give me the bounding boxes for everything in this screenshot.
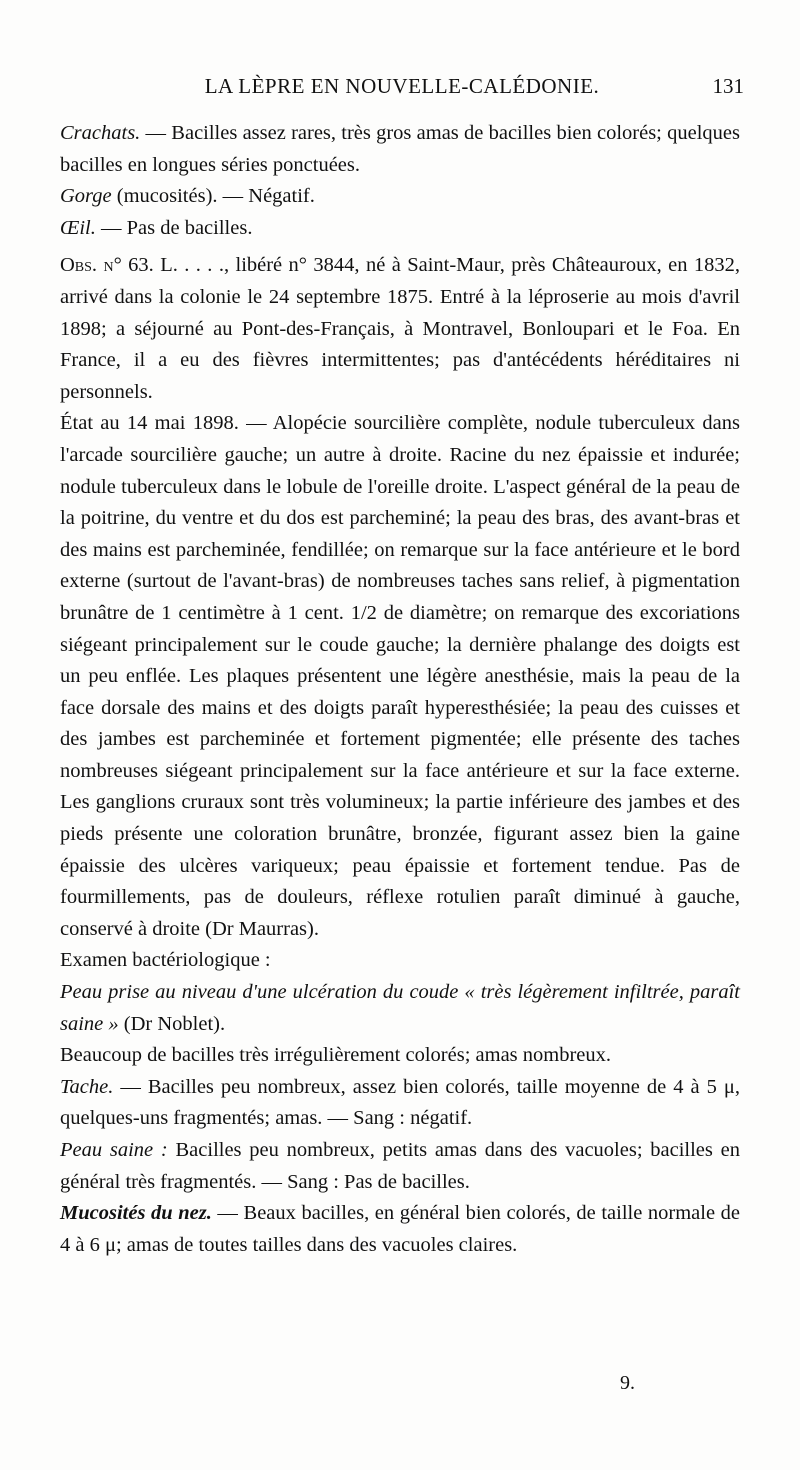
paragraph-mucosites	[60, 1198, 740, 1261]
paragraph-text: Bacilles peu nombreux, assez bien colorés, taille moyenne de 4 à 5 μ, quelques-uns fragmentés; amas. — Sang : négatif.	[60, 1075, 740, 1130]
paragraph-text: L. . . . ., libéré n° 3844, né à Saint-Maur, près Châteauroux, en 1832, arrivé dans la colonie le 24 septembre 1875. Entré à la léproserie au mois d'avril 1898; a séjourné au Pont-des-Français, à Montravel, Bonloupari et le Foa. En France, il a eu des fièvres intermittentes; pas d'antécédents héréditaires ni personnels.	[60, 254, 740, 403]
paragraph-text: Pas de bacilles.	[126, 216, 253, 239]
paragraph-oeil	[60, 213, 740, 245]
paragraph-text: Examen bactériologique :	[60, 949, 271, 972]
paragraph-peau-ulceration	[60, 977, 740, 1040]
paragraph-text: (mucosités). — Négatif.	[116, 185, 315, 208]
paragraph-text: Bacilles assez rares, très gros amas de bacilles bien colorés; quelques bacilles en longues séries ponctuées.	[60, 122, 740, 176]
paragraph-tache	[60, 1072, 740, 1135]
paragraph-beaucoup	[60, 1040, 740, 1072]
paragraph-etat	[60, 408, 740, 945]
paragraph-label: Gorge	[60, 185, 112, 208]
paragraph-separator: —	[113, 1075, 148, 1098]
running-title: LA LÈPRE EN NOUVELLE-CALÉDONIE.	[204, 74, 600, 98]
paragraph-label: Crachats.	[60, 122, 141, 144]
page-number: 131	[712, 74, 744, 98]
paragraph-separator: —	[140, 122, 172, 144]
paragraph-label: Peau saine :	[60, 1139, 168, 1161]
paragraph-separator: —	[211, 1202, 244, 1225]
paragraph-text: Beaucoup de bacilles très irrégulièrement colorés; amas nombreux.	[60, 1044, 612, 1067]
page-header	[60, 74, 744, 106]
paragraph-gorge	[60, 181, 740, 213]
paragraph-separator	[168, 1139, 176, 1161]
paragraph-label: Peau prise au niveau d'une ulcération du coude « très légèrement infiltrée, paraît saine »	[60, 981, 740, 1035]
paragraph-peau-saine	[60, 1135, 740, 1198]
observation-label: Obs. n° 63.	[60, 254, 154, 277]
paragraph-observation	[60, 250, 740, 408]
paragraph-text: Bacilles peu nombreux, petits amas dans des vacuoles; bacilles en général très fragmentés. — Sang : Pas de bacilles.	[60, 1139, 740, 1193]
paragraph-label: Mucosités du nez.	[60, 1202, 212, 1225]
paragraph-separator: —	[95, 216, 127, 239]
paragraph-label: Œil.	[60, 216, 96, 239]
paragraph-text: État au 14 mai 1898. — Alopécie sourcilière complète, nodule tuberculeux dans l'arcade sourcilière gauche; un autre à droite. Racine du nez épaissie et indurée; nodule tuberculeux dans le lobule de l'oreille droite. L'aspect général de la peau de la poitrine, du ventre et du dos est parcheminé; la peau des bras, des avant-bras et des mains est parcheminée, fendillée; on remarque sur la face antérieure et le bord externe (surtout de l'avant-bras) de nombreuses taches sans relief, à pigmentation brunâtre de 1 centimètre à 1 cent. 1/2 de diamètre; on remarque des excoriations siégeant principalement sur le coude gauche; la dernière phalange des doigts est un peu enflée. Les plaques présentent une légère anesthésie, mais la peau de la face dorsale des mains et des doigts paraît hyperesthésiée; la peau des cuisses et des jambes est parcheminée et fortement pigmentée; elle présente des taches nombreuses siégeant principalement sur la face antérieure et sur la face externe. Les ganglions cruraux sont très volumineux; la partie inférieure des jambes et des pieds présente une coloration brunâtre, bronzée, figurant assez bien la gaine épaissie des ulcères variqueux; peau épaissie et fortement tendue. Pas de fourmillements, pas de douleurs, réflexe rotulien paraît diminué à gauche, conservé à droite (Dr Maurras).	[60, 412, 740, 940]
paragraph-label: Tache.	[60, 1075, 114, 1098]
paragraph-crachats	[60, 118, 740, 181]
paragraph-examen	[60, 945, 740, 977]
paragraph-text: (Dr Noblet).	[123, 1012, 226, 1035]
signature-mark: 9.	[620, 1372, 635, 1394]
body-text	[60, 118, 740, 1261]
paragraph-text: Beaux bacilles, en général bien colorés, de taille normale de 4 à 6 μ; amas de toutes tailles dans des vacuoles claires.	[60, 1202, 740, 1256]
